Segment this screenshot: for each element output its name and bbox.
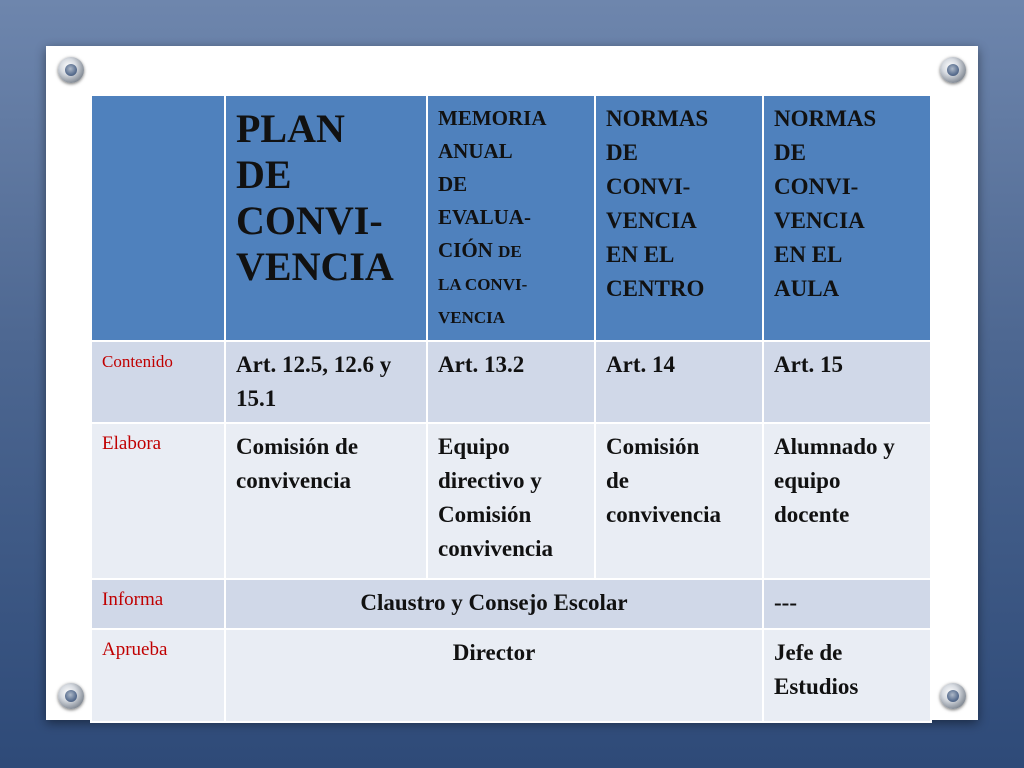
row-label-aprueba: Aprueba bbox=[91, 629, 225, 722]
table-row bbox=[91, 579, 931, 629]
rivet-icon bbox=[940, 57, 966, 83]
cell-aprueba-normas-aula: Jefe de Estudios bbox=[763, 629, 931, 722]
header-row bbox=[91, 95, 931, 341]
table-row bbox=[91, 629, 931, 722]
cell-informa-normas-aula: --- bbox=[763, 579, 931, 629]
table-row bbox=[91, 423, 931, 579]
cell-contenido-normas-aula: Art. 15 bbox=[763, 341, 931, 423]
rivet-icon bbox=[58, 57, 84, 83]
corner-cell bbox=[91, 95, 225, 341]
cell-contenido-memoria: Art. 13.2 bbox=[427, 341, 595, 423]
rivet-icon bbox=[58, 683, 84, 709]
header-plan-de-convivencia: PLAN DE CONVI- VENCIA bbox=[225, 95, 427, 341]
cell-elabora-memoria: Equipo directivo y Comisión convivencia bbox=[427, 423, 595, 579]
cell-informa-merged: Claustro y Consejo Escolar bbox=[225, 579, 763, 629]
header-normas-centro: NORMAS DE CONVI- VENCIA EN EL CENTRO bbox=[595, 95, 763, 341]
table-row bbox=[91, 341, 931, 423]
header-normas-aula: NORMAS DE CONVI- VENCIA EN EL AULA bbox=[763, 95, 931, 341]
comparison-table bbox=[90, 94, 932, 723]
cell-contenido-normas-centro: Art. 14 bbox=[595, 341, 763, 423]
cell-elabora-normas-centro: Comisión de convivencia bbox=[595, 423, 763, 579]
row-label-elabora: Elabora bbox=[91, 423, 225, 579]
cell-elabora-plan: Comisión de convivencia bbox=[225, 423, 427, 579]
cell-aprueba-merged: Director bbox=[225, 629, 763, 722]
cell-contenido-plan: Art. 12.5, 12.6 y 15.1 bbox=[225, 341, 427, 423]
rivet-icon bbox=[940, 683, 966, 709]
cell-elabora-normas-aula: Alumnado y equipo docente bbox=[763, 423, 931, 579]
row-label-contenido: Contenido bbox=[91, 341, 225, 423]
header-memoria-anual: MEMORIA ANUAL DE EVALUA- CIÓN DE LA CONVI- VENCIA bbox=[427, 95, 595, 341]
row-label-informa: Informa bbox=[91, 579, 225, 629]
